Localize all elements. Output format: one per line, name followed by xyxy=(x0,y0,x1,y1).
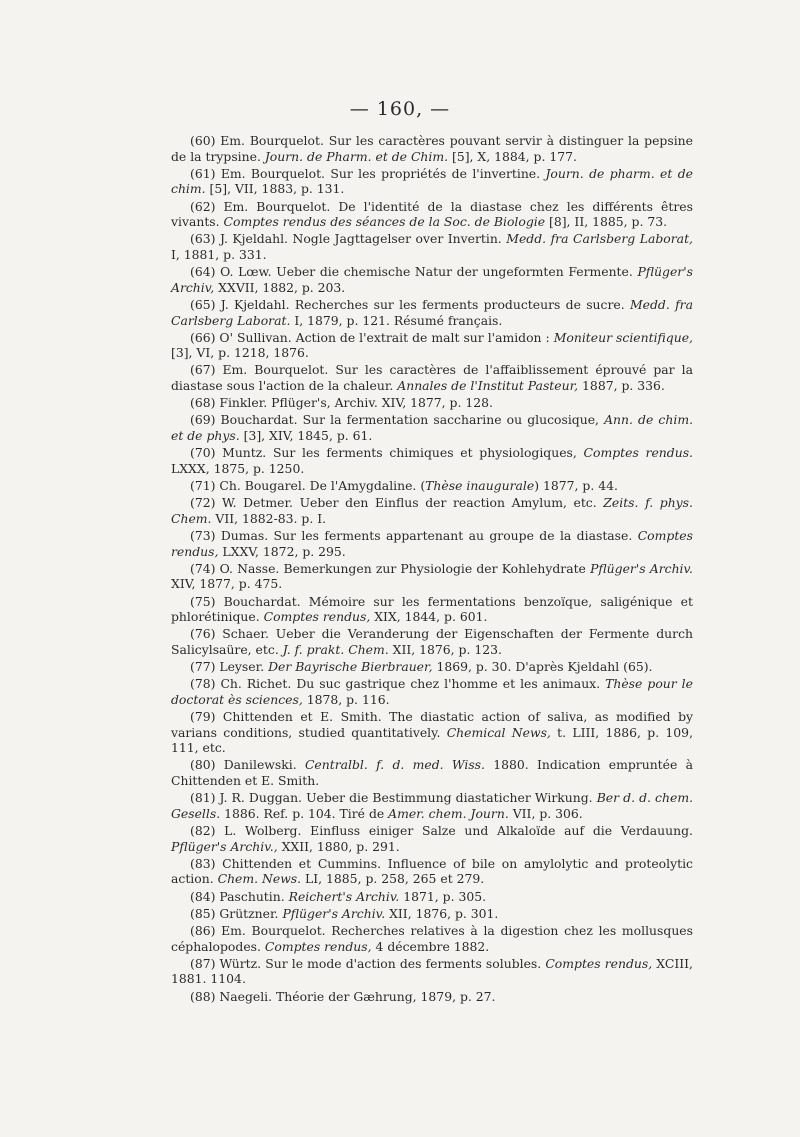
reference-text: XIV, 1877, p. 475. xyxy=(171,576,283,592)
reference-text: [3], VI, p. 1218, 1876. xyxy=(171,345,309,361)
reference-text: W. Detmer. Ueber den Einflus der reaction Amylum, etc. xyxy=(215,495,604,511)
reference-number: (74) xyxy=(190,560,216,576)
reference-number: (62) xyxy=(190,198,216,214)
reference-text: [5], X, 1884, p. 177. xyxy=(448,148,577,164)
reference-number: (60) xyxy=(190,133,216,148)
reference-source-title: Thèse pour le doctorat ès sciences, xyxy=(171,676,693,707)
reference-source-title: Comptes rendus, xyxy=(263,609,371,625)
reference-number: (86) xyxy=(190,922,216,938)
reference-number: (75) xyxy=(190,593,216,609)
reference-number: (61) xyxy=(190,165,216,181)
reference-source-title: Comptes rendus. xyxy=(583,445,693,461)
reference-source-title: Thèse inaugurale xyxy=(425,478,535,493)
reference-text: Em. Bourquelot. Sur les caractères pouvant servir à distinguer la pepsine de la trypsine. xyxy=(171,133,693,164)
reference-text: Ch. Bougarel. De l'Amygdaline. ( xyxy=(215,478,426,493)
reference-text: Naegeli. Théorie der Gæhrung, 1879, p. 27. xyxy=(215,988,496,1004)
reference-text: Em. Bourquelot. Recherches relatives à la digestion chez les mollusques céphalopodes. xyxy=(171,922,693,954)
reference-number: (70) xyxy=(190,445,216,461)
reference-text: L. Wolberg. Einfluss einiger Salze und Alkaloïde auf die Verdauung. xyxy=(215,823,693,838)
reference-entry xyxy=(171,594,693,625)
reference-text: XIX, 1844, p. 601. xyxy=(370,609,488,625)
reference-entry xyxy=(171,478,693,494)
reference-text: Bouchardat. Sur la fermentation saccharine ou glucosique, xyxy=(215,412,605,428)
reference-number: (64) xyxy=(190,264,216,280)
reference-source-title: Ann. de chim. et de phys. xyxy=(171,412,694,444)
reference-text: Em. Bourquelot. Sur les caractères de l'affaiblissement éprouvé par la diastase sous l'action de la chaleur. xyxy=(171,362,693,394)
reference-entry xyxy=(171,823,693,854)
reference-text: 1886. Ref. p. 104. Tiré de xyxy=(220,805,389,821)
reference-source-title: Chemical News, xyxy=(446,724,551,740)
reference-entry xyxy=(171,264,693,295)
reference-number: (82) xyxy=(190,823,216,838)
reference-entry xyxy=(171,330,693,361)
reference-source-title: Medd. fra Carlsberg Laborat. xyxy=(171,296,693,328)
reference-text: J. Kjeldahl. Nogle Jagttagelser over Invertin. xyxy=(215,231,507,247)
reference-text: XXVII, 1882, p. 203. xyxy=(214,279,346,295)
reference-entry xyxy=(171,199,693,230)
reference-entry xyxy=(171,956,693,987)
reference-source-title: Zeits. f. phys. Chem. xyxy=(171,495,693,526)
reference-text: [5], VII, 1883, p. 131. xyxy=(205,181,345,197)
reference-text: 1880. Indication empruntée à Chittenden et E. Smith. xyxy=(171,757,693,789)
reference-text: [3], XIV, 1845, p. 61. xyxy=(239,428,373,444)
reference-number: (73) xyxy=(190,527,216,543)
reference-text: LI, 1885, p. 258, 265 et 279. xyxy=(301,871,485,887)
reference-entry xyxy=(171,445,693,476)
reference-source-title: Moniteur scientifique, xyxy=(553,329,693,345)
reference-number: (85) xyxy=(190,905,216,921)
reference-entry xyxy=(171,166,693,197)
reference-number: (66) xyxy=(190,329,216,345)
reference-text: t. LIII, 1886, p. 109, 111, etc. xyxy=(171,724,694,756)
reference-source-title: Journ. de Pharm. et de Chim. xyxy=(264,148,449,164)
reference-entry xyxy=(171,412,693,443)
reference-source-title: Medd. fra Carlsberg Laborat, xyxy=(506,231,693,247)
reference-text: Em. Bourquelot. De l'identité de la diastase chez les différents êtres vivants. xyxy=(171,198,693,230)
reference-text: 1869, p. 30. D'après Kjeldahl (65). xyxy=(432,659,653,675)
reference-text: Bouchardat. Mémoire sur les fermentations benzoïque, saligénique et phlorétinique. xyxy=(171,593,693,625)
reference-number: (72) xyxy=(190,495,216,511)
reference-source-title: Ber d. d. chem. Gesells. xyxy=(171,790,694,821)
reference-text: XII, 1876, p. 123. xyxy=(388,641,502,657)
reference-text: I, 1879, p. 121. Résumé français. xyxy=(290,312,503,328)
reference-text: XXII, 1880, p. 291. xyxy=(277,838,400,854)
reference-number: (76) xyxy=(190,626,216,642)
reference-source-title: Comptes rendus, xyxy=(264,938,372,954)
reference-source-title: Centralbl. f. d. med. Wiss. xyxy=(304,757,485,773)
reference-source-title: Pflüger's Archiv, xyxy=(171,264,693,295)
reference-text: J. R. Duggan. Ueber die Bestimmung diastaticher Wirkung. xyxy=(215,790,597,806)
reference-entry xyxy=(171,528,693,559)
reference-entry xyxy=(171,297,693,328)
page-number: — 160, — xyxy=(349,98,451,120)
reference-number: (80) xyxy=(190,757,216,773)
reference-number: (68) xyxy=(190,395,216,411)
reference-text: O. Nasse. Bemerkungen zur Physiologie der Kohlehydrate xyxy=(215,560,591,576)
reference-text: Muntz. Sur les ferments chimiques et physiologiques, xyxy=(215,445,584,461)
reference-entry xyxy=(171,133,693,164)
reference-source-title: Pflüger's Archiv., xyxy=(171,838,278,854)
reference-text: 4 décembre 1882. xyxy=(371,938,490,954)
reference-text: XCIII, 1881. 1104. xyxy=(171,955,693,987)
reference-text: ) 1877, p. 44. xyxy=(534,478,618,493)
reference-entry xyxy=(171,495,693,526)
reference-entry xyxy=(171,709,693,756)
reference-text: VII, p. 306. xyxy=(508,805,583,821)
reference-list xyxy=(171,133,693,1006)
reference-number: (69) xyxy=(190,412,216,428)
reference-number: (84) xyxy=(190,888,216,904)
reference-entry xyxy=(171,561,693,592)
reference-number: (63) xyxy=(190,231,216,247)
reference-source-title: Comptes rendus des séances de la Soc. de Biologie xyxy=(223,214,546,230)
reference-source-title: Reichert's Archiv. xyxy=(288,888,400,904)
reference-number: (83) xyxy=(190,855,216,871)
reference-text: Em. Bourquelot. Sur les propriétés de l'invertine. xyxy=(215,165,546,181)
reference-number: (79) xyxy=(190,709,216,725)
reference-source-title: Journ. de pharm. et de chim. xyxy=(171,165,693,197)
reference-source-title: Comptes rendus, xyxy=(545,955,653,971)
reference-source-title: Pflüger's Archiv. xyxy=(590,560,693,576)
reference-number: (88) xyxy=(190,988,216,1004)
reference-number: (87) xyxy=(190,955,216,971)
reference-entry xyxy=(171,923,693,954)
reference-entry xyxy=(171,889,693,905)
reference-number: (67) xyxy=(190,362,216,378)
reference-source-title: J. f. prakt. Chem. xyxy=(282,641,389,657)
reference-text: 1871, p. 305. xyxy=(399,888,487,904)
reference-text: Würtz. Sur le mode d'action des ferments solubles. xyxy=(215,955,546,971)
reference-entry xyxy=(171,989,693,1005)
reference-text: Ch. Richet. Du suc gastrique chez l'homme et les animaux. xyxy=(215,676,606,692)
reference-number: (65) xyxy=(190,296,216,312)
reference-text: Chittenden et Cummins. Influence of bile on amylolytic and proteolytic action. xyxy=(171,855,693,887)
reference-text: Grützner. xyxy=(215,905,283,921)
reference-text: VII, 1882-83. p. I. xyxy=(211,510,327,526)
reference-entry xyxy=(171,757,693,788)
reference-text: Paschutin. xyxy=(215,888,289,904)
reference-text: Schaer. Ueber die Veranderung der Eigenschaften der Fermente durch Salicylsaüre, etc. xyxy=(171,626,693,657)
reference-entry xyxy=(171,676,693,707)
reference-number: (78) xyxy=(190,676,216,692)
reference-text: Finkler. Pflüger's, Archiv. XIV, 1877, p. 128. xyxy=(215,395,493,411)
reference-entry xyxy=(171,856,693,887)
reference-text: O. Lœw. Ueber die chemische Natur der ungeformten Fermente. xyxy=(215,264,638,280)
reference-source-title: Amer. chem. Journ. xyxy=(388,805,509,821)
reference-text: 1887, p. 336. xyxy=(578,378,665,394)
reference-entry xyxy=(171,626,693,657)
reference-source-title: Der Bayrische Bierbrauer, xyxy=(268,659,433,675)
reference-entry xyxy=(171,231,693,262)
reference-text: XII, 1876, p. 301. xyxy=(385,905,499,921)
reference-text: Leyser. xyxy=(215,659,269,675)
reference-number: (71) xyxy=(190,478,216,493)
reference-entry xyxy=(171,790,693,821)
reference-source-title: Annales de l'Institut Pasteur, xyxy=(397,378,579,394)
reference-text: LXXV, 1872, p. 295. xyxy=(218,543,346,559)
reference-text: 1878, p. 116. xyxy=(302,691,390,707)
reference-entry xyxy=(171,395,693,411)
reference-source-title: Chem. News. xyxy=(217,871,302,887)
reference-text: Dumas. Sur les ferments appartenant au groupe de la diastase. xyxy=(215,527,638,543)
reference-text: [8], II, 1885, p. 73. xyxy=(545,214,668,230)
reference-text: Danilewski. xyxy=(215,757,305,773)
reference-source-title: Pflüger's Archiv. xyxy=(282,905,386,921)
reference-text: J. Kjeldahl. Recherches sur les ferments producteurs de sucre. xyxy=(215,296,630,312)
reference-entry xyxy=(171,659,693,675)
reference-source-title: Comptes rendus, xyxy=(171,527,693,559)
reference-text: I, 1881, p. 331. xyxy=(171,246,267,262)
reference-text: Chittenden et E. Smith. The diastatic action of saliva, as modified by varians conditions, studied quantitatively. xyxy=(171,709,693,740)
reference-number: (81) xyxy=(190,790,216,806)
reference-number: (77) xyxy=(190,659,216,675)
reference-entry xyxy=(171,362,693,393)
reference-text: O' Sullivan. Action de l'extrait de malt sur l'amidon : xyxy=(215,329,554,345)
reference-text: LXXX, 1875, p. 1250. xyxy=(171,460,305,476)
reference-entry xyxy=(171,906,693,922)
